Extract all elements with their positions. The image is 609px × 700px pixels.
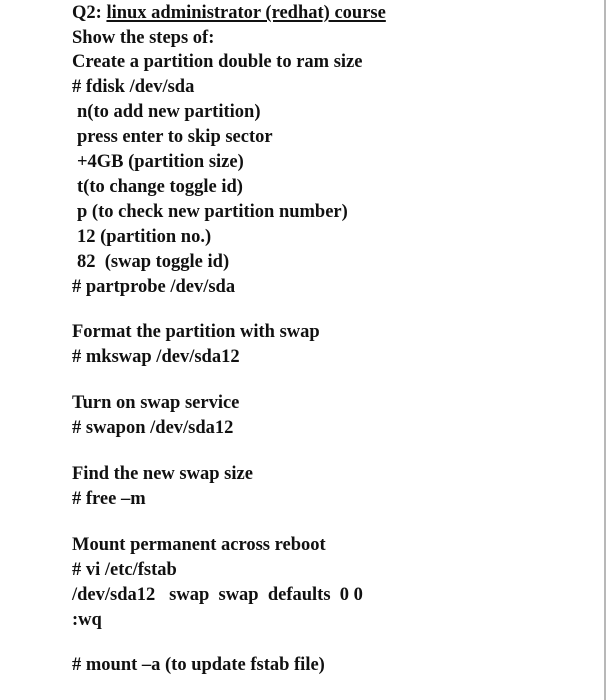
partprobe-command: # partprobe /dev/sda: [72, 277, 236, 297]
fdisk-step-partition-no: 12 (partition no.): [77, 227, 212, 247]
fdisk-command: # fdisk /dev/sda: [72, 77, 195, 97]
fdisk-step-new: n(to add new partition): [77, 102, 261, 122]
question-number: Q2:: [72, 3, 102, 23]
intro-text: Show the steps of:: [72, 28, 215, 48]
free-command: # free –m: [72, 489, 146, 509]
mount-all-command: # mount –a (to update fstab file): [72, 655, 325, 675]
fdisk-step-swap-id: 82 (swap toggle id): [77, 252, 230, 272]
question-title: [72, 2, 386, 24]
course-name: linux administrator (redhat) course: [106, 3, 386, 23]
format-heading: Format the partition with swap: [72, 322, 320, 342]
fdisk-step-print: p (to check new partition number): [77, 202, 348, 222]
fstab-entry: /dev/sda12 swap swap defaults 0 0: [72, 585, 363, 605]
mount-heading: Mount permanent across reboot: [72, 535, 326, 555]
swapon-command: # swapon /dev/sda12: [72, 418, 234, 438]
vi-command: # vi /etc/fstab: [72, 560, 177, 580]
mkswap-command: # mkswap /dev/sda12: [72, 347, 240, 367]
find-size-heading: Find the new swap size: [72, 464, 253, 484]
fdisk-step-size: +4GB (partition size): [77, 152, 244, 172]
fdisk-step-enter: press enter to skip sector: [77, 127, 273, 147]
turn-on-heading: Turn on swap service: [72, 393, 240, 413]
fdisk-step-toggle: t(to change toggle id): [77, 177, 243, 197]
page-right-border: [604, 0, 606, 700]
save-quit-command: :wq: [72, 610, 102, 630]
create-partition-heading: Create a partition double to ram size: [72, 52, 363, 72]
